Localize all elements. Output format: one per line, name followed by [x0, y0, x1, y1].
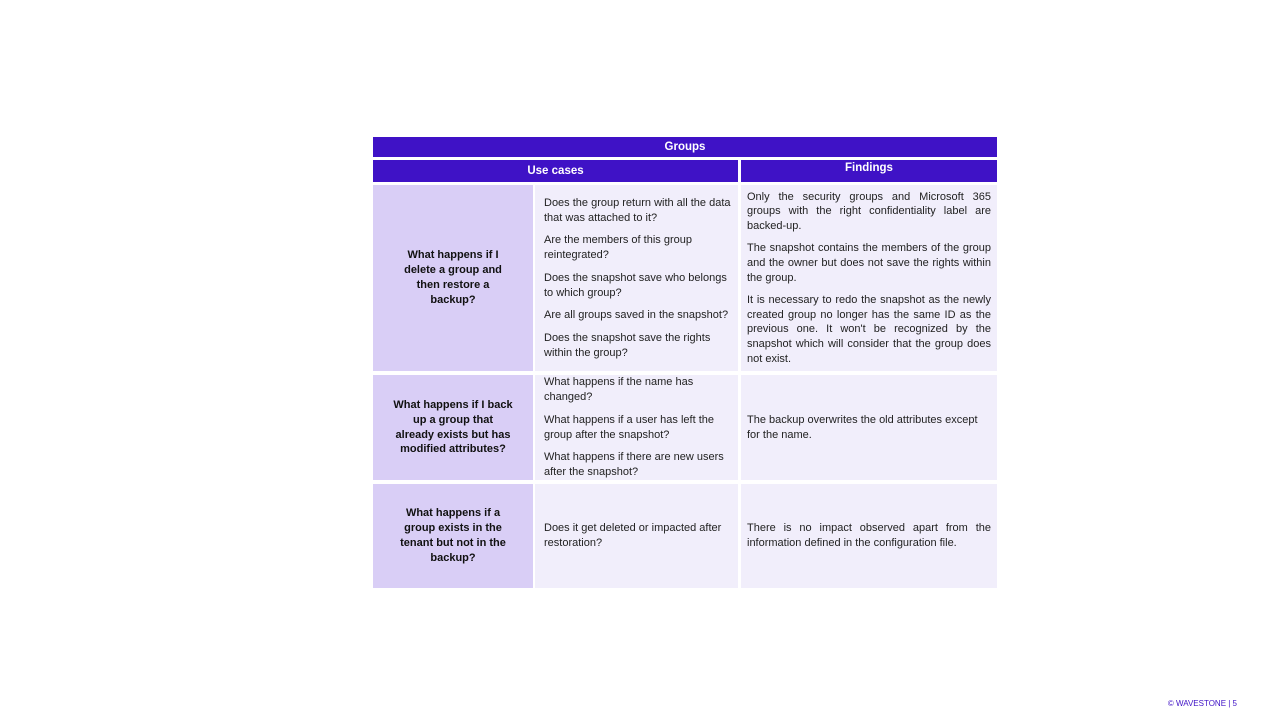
row-3-findings: [741, 484, 997, 588]
row-1-findings: [741, 185, 997, 371]
row-1-question: [373, 185, 533, 371]
row-2-question: [373, 375, 533, 480]
table-title: Groups: [373, 137, 997, 157]
finding-item: Only the security groups and Microsoft 365 groups with the right confidentiality label are backed-up.: [747, 190, 991, 233]
use-case-item: Does the snapshot save the rights within the group?: [544, 331, 711, 359]
findings-header: Findings: [741, 160, 997, 182]
finding-item: The snapshot contains the members of the group and the owner but does not save the rights within the group.: [747, 242, 991, 284]
row-3-question-text: What happens if a group exists in the tenant but not in the backup?: [400, 507, 506, 564]
row-2-question-text: What happens if I back up a group that already exists but has modified attributes?: [393, 398, 513, 456]
row-2-findings: [741, 375, 997, 480]
row-3-use-cases: [535, 484, 738, 588]
use-case-item: What happens if there are new users after the snapshot?: [544, 451, 724, 478]
use-cases-header: Use cases: [373, 160, 738, 182]
row-1-question-text: What happens if I delete a group and then restore a backup?: [404, 249, 502, 306]
use-case-item: Does the group return with all the data that was attached to it?: [544, 196, 731, 224]
finding-item: The backup overwrites the old attributes except for the name.: [747, 413, 978, 441]
use-case-item: What happens if the name has changed?: [544, 376, 694, 403]
row-3-question: [373, 484, 533, 588]
use-case-item: What happens if a user has left the group after the snapshot?: [544, 413, 714, 441]
finding-item: There is no impact observed apart from the information defined in the configuration file.: [747, 522, 991, 549]
footer-copyright: © WAVESTONE | 5: [1167, 699, 1237, 708]
row-2-use-cases: [535, 375, 738, 480]
use-case-item: Does it get deleted or impacted after restoration?: [544, 522, 722, 549]
use-case-item: Are all groups saved in the snapshot?: [544, 309, 729, 321]
finding-item: It is necessary to redo the snapshot as the newly created group no longer has the same ID as the previous one. It won't be recognized by the snapshot which will consider that the group does not exist.: [747, 293, 991, 365]
use-case-item: Does the snapshot save who belongs to which group?: [544, 271, 727, 299]
row-1-use-cases: [535, 185, 738, 371]
use-case-item: Are the members of this group reintegrated?: [544, 234, 692, 261]
